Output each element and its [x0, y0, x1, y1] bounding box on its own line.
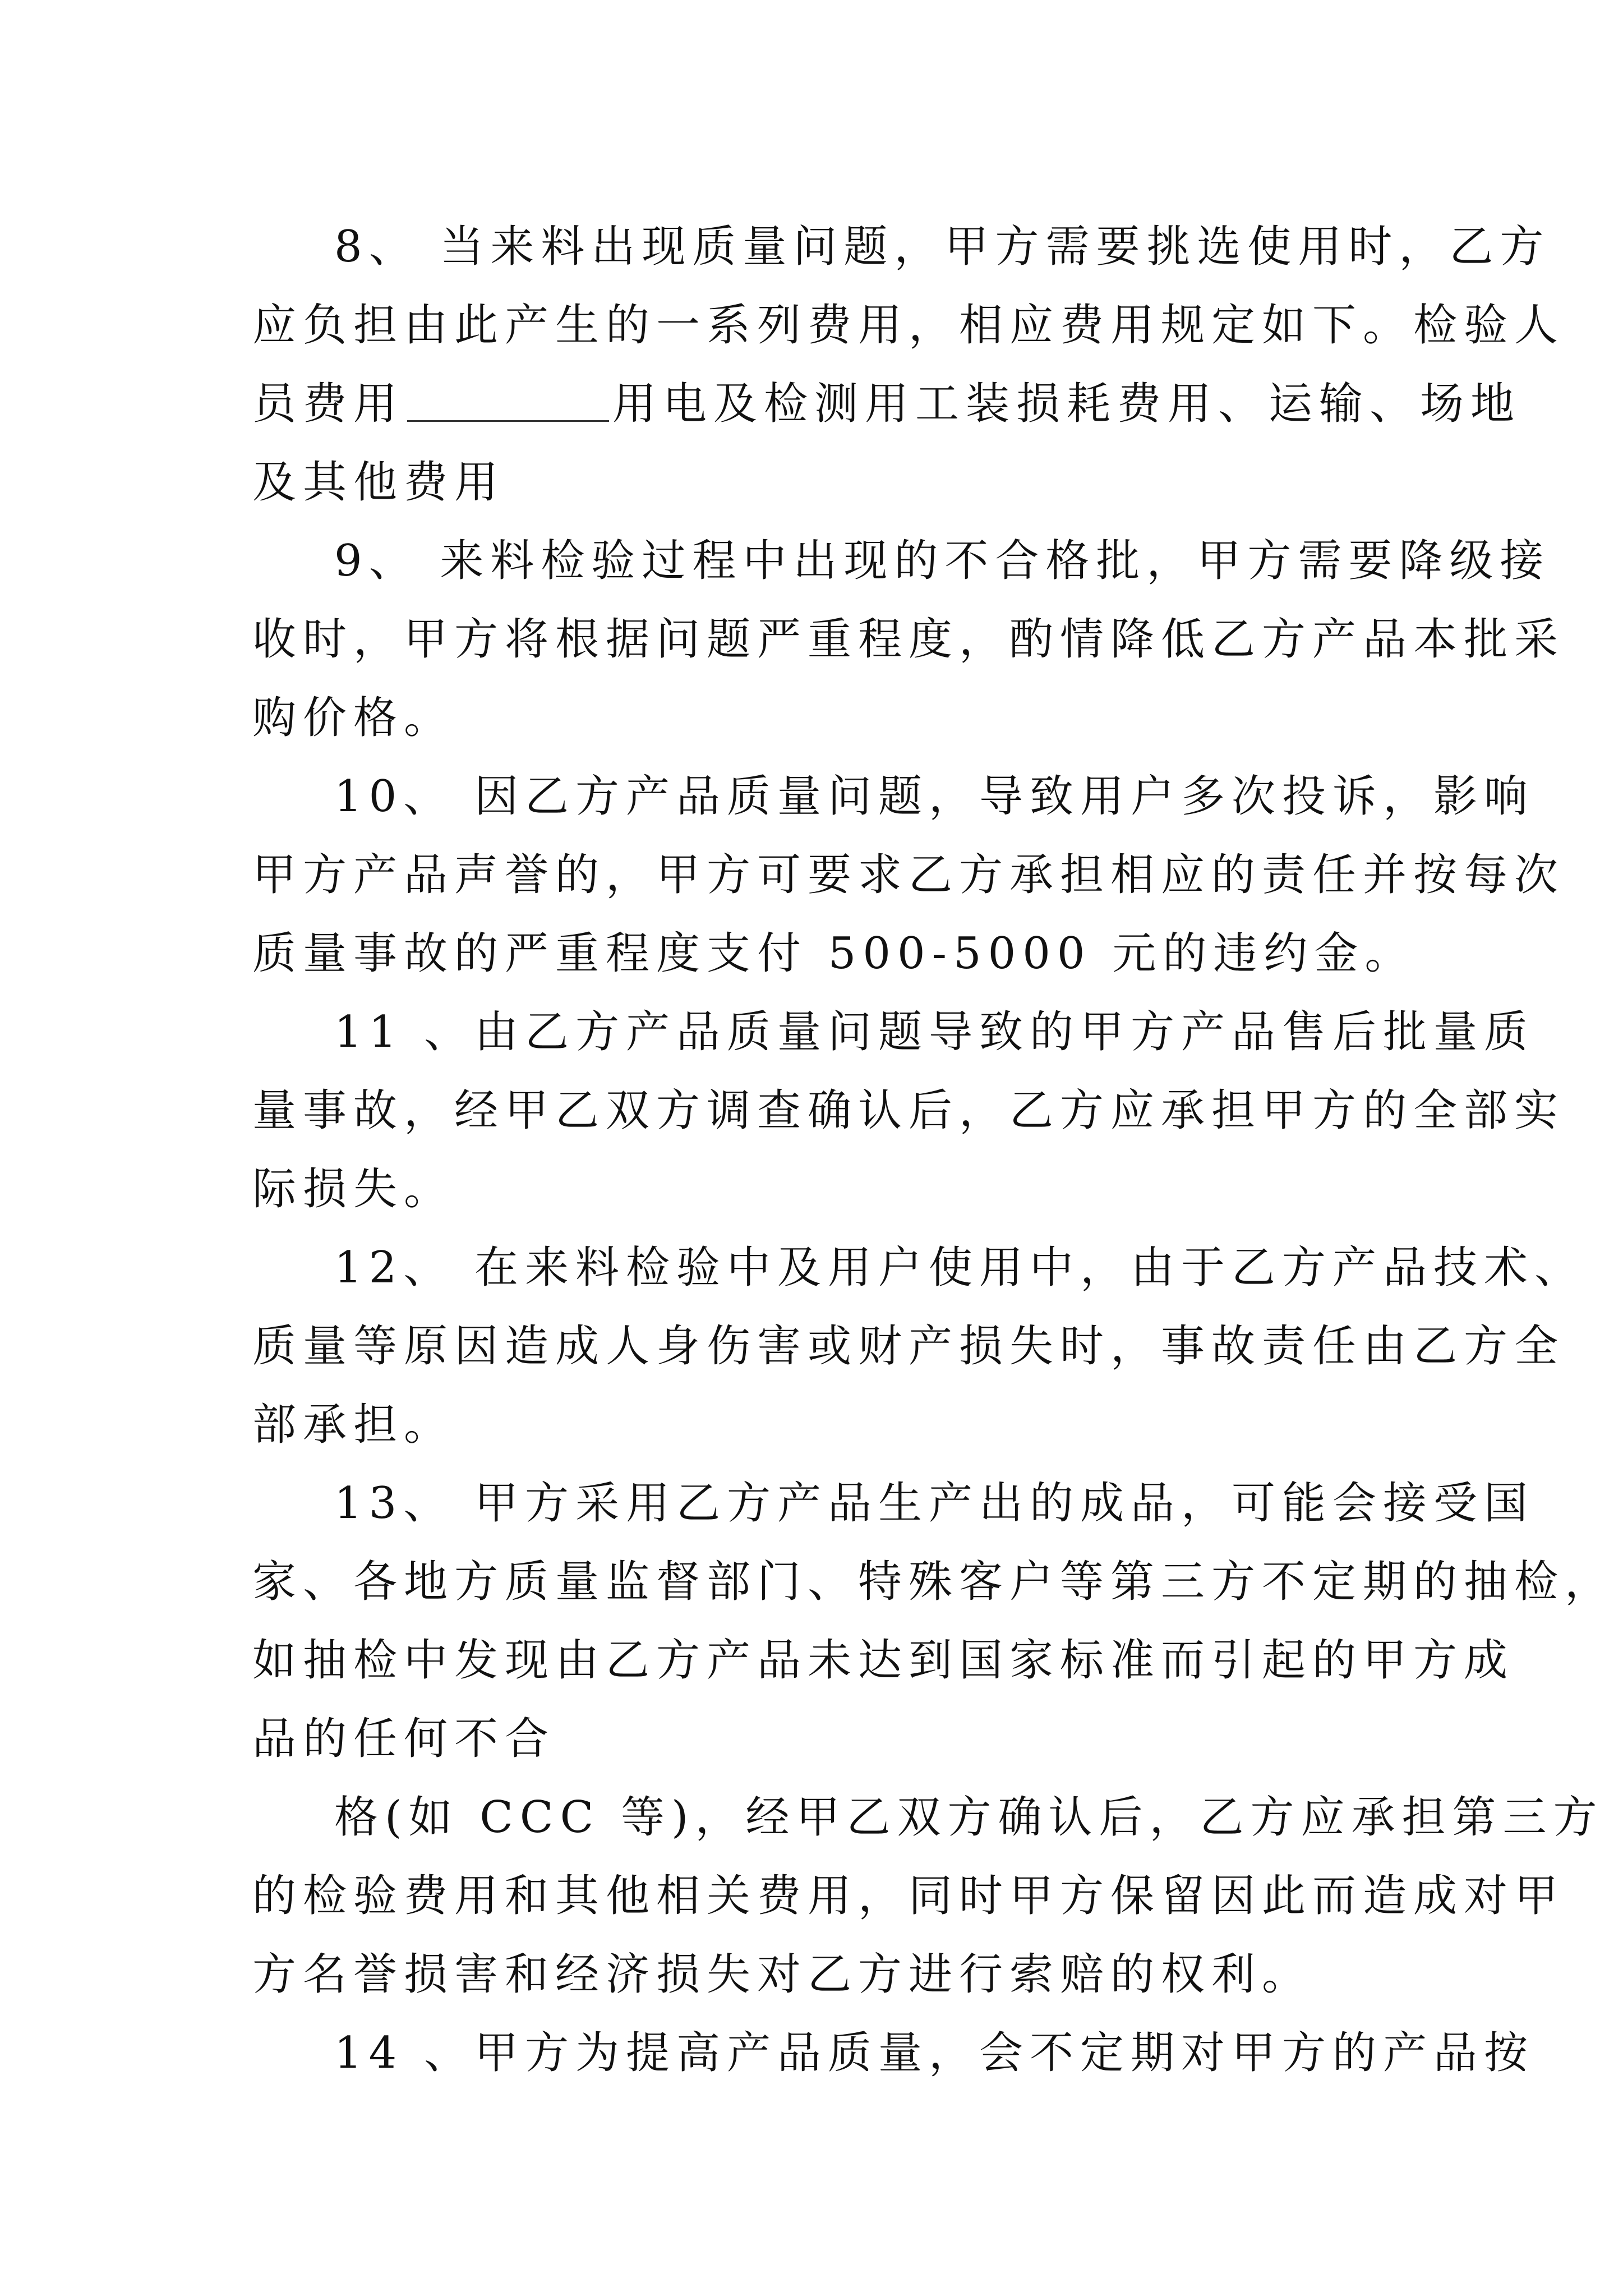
paragraph-13-line-3: 如抽检中发现由乙方产品未达到国家标准而引起的甲方成 [252, 1635, 1515, 1686]
paragraph-9-line-2: 收时，甲方将根据问题严重程度，酌情降低乙方产品本批采 [252, 614, 1565, 665]
paragraph-13-line-4: 品的任何不合 [252, 1714, 556, 1764]
paragraph-10-line-1: 10、 因乙方产品质量问题，导致用户多次投诉，影响 [334, 771, 1535, 822]
paragraph-8-line-4: 及其他费用 [252, 457, 505, 508]
paragraph-8-fee-items: 用电及检测用工装损耗费用、运输、场地 [612, 379, 1521, 429]
paragraph-13b-line-1: 格(如 CCC 等)，经甲乙双方确认后，乙方应承担第三方 [334, 1792, 1604, 1843]
paragraph-12-line-2: 质量等原因造成人身伤害或财产损失时，事故责任由乙方全 [252, 1321, 1565, 1372]
paragraph-13-line-1: 13、 甲方采用乙方产品生产出的成品，可能会接受国 [334, 1478, 1535, 1529]
paragraph-13b-line-3: 方名誉损害和经济损失对乙方进行索赔的权利。 [252, 1949, 1313, 2000]
paragraph-9-line-3: 购价格。 [252, 693, 455, 743]
paragraph-11-line-1: 11 、由乙方产品质量问题导致的甲方产品售后批量质 [334, 1007, 1535, 1057]
paragraph-12-line-1: 12、 在来料检验中及用户使用中，由于乙方产品技术、 [334, 1243, 1585, 1293]
paragraph-11-line-2: 量事故，经甲乙双方调查确认后，乙方应承担甲方的全部实 [252, 1085, 1565, 1136]
paragraph-8-line-2: 应负担由此产生的一系列费用，相应费用规定如下。检验人 [252, 300, 1565, 351]
paragraph-8-line-3 [252, 365, 1521, 443]
paragraph-13b-line-2: 的检验费用和其他相关费用，同时甲方保留因此而造成对甲 [252, 1871, 1565, 1921]
paragraph-10-line-2: 甲方产品声誉的，甲方可要求乙方承担相应的责任并按每次 [252, 850, 1565, 900]
paragraph-10-line-3: 质量事故的严重程度支付 500-5000 元的违约金。 [252, 928, 1415, 979]
paragraph-11-line-3: 际损失。 [252, 1164, 455, 1214]
paragraph-8-line-1: 8、 当来料出现质量问题，甲方需要挑选使用时，乙方 [334, 222, 1551, 272]
fill-in-blank [407, 418, 609, 422]
paragraph-8-fee-label: 员费用 [252, 379, 404, 429]
paragraph-12-line-3: 部承担。 [252, 1400, 455, 1450]
paragraph-14-line-1: 14 、甲方为提高产品质量，会不定期对甲方的产品按 [334, 2028, 1535, 2078]
paragraph-9-line-1: 9、 来料检验过程中出现的不合格批，甲方需要降级接 [334, 536, 1551, 586]
paragraph-13-line-2: 家、各地方质量监督部门、特殊客户等第三方不定期的抽检， [252, 1557, 1616, 1607]
